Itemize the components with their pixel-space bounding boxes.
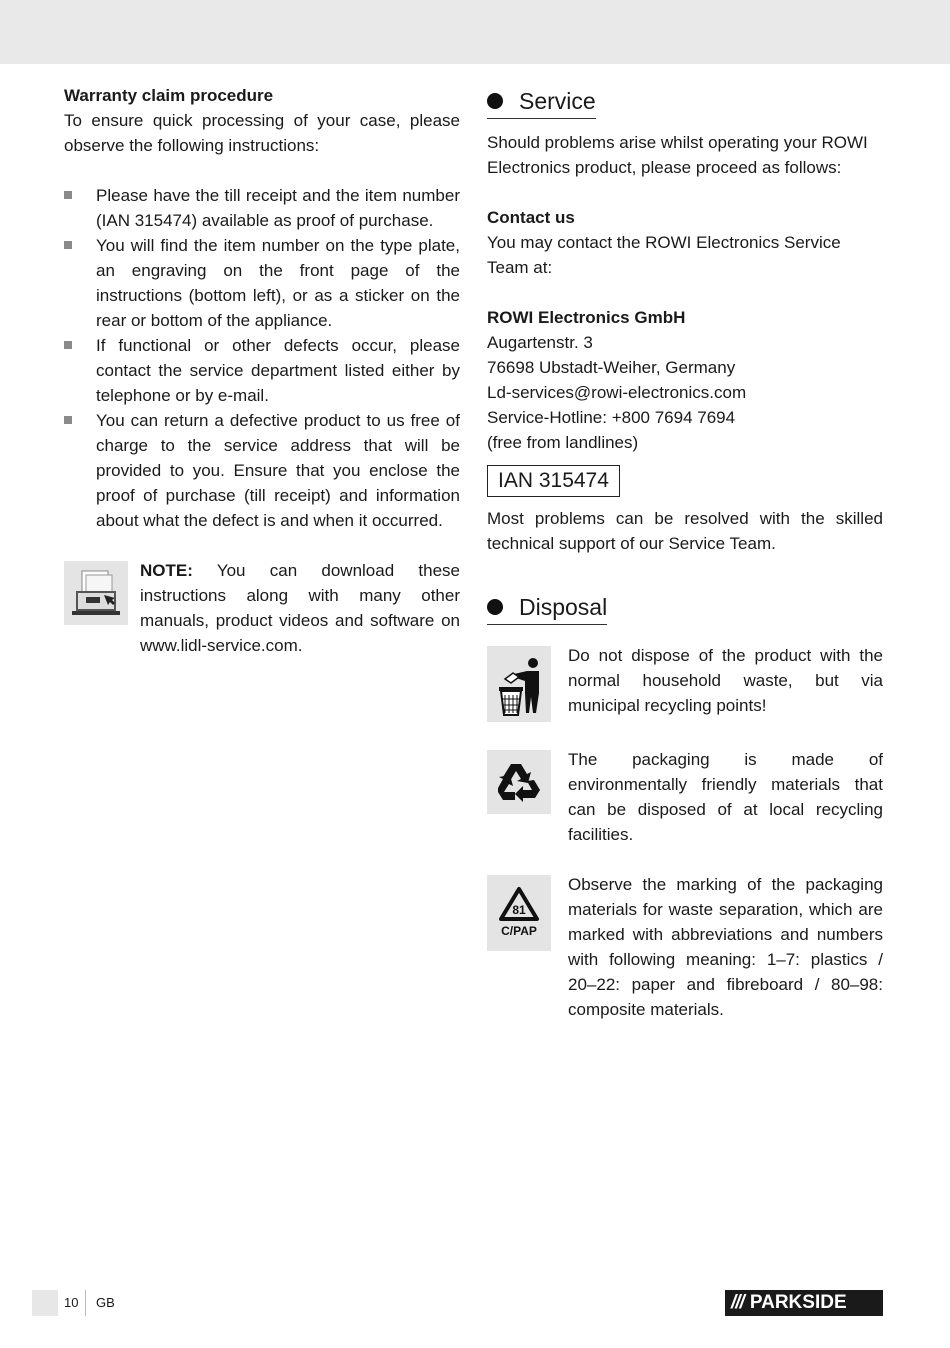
bullet-square-icon <box>64 341 72 349</box>
warranty-list <box>64 183 460 533</box>
parkside-logo <box>725 1290 883 1316</box>
language-code: GB <box>96 1295 115 1310</box>
note-label: NOTE: <box>140 561 193 580</box>
disposal-item <box>487 872 883 1022</box>
bullet-dot-icon <box>487 93 503 109</box>
disposal-item <box>487 747 883 847</box>
bullet-square-icon <box>64 191 72 199</box>
service-email: Ld-services@rowi-electronics.com <box>487 383 747 402</box>
list-item: You will find the item number on the type plate, an engraving on the front page of the instructions (bottom left), or as a sticker on the rear or bottom of the appliance. <box>64 233 460 333</box>
logo-slashes: /// <box>731 1292 744 1313</box>
disposal-text: The packaging is made of environmentally friendly materials that can be disposed of at local recycling facilities. <box>568 750 883 844</box>
ian-box: IAN 315474 <box>487 465 620 497</box>
address-street: Augartenstr. 3 <box>487 333 593 352</box>
footer-marker <box>32 1290 58 1316</box>
download-note <box>64 558 460 658</box>
right-column <box>487 85 883 1022</box>
disposal-title: Disposal <box>519 594 608 620</box>
warranty-heading: Warranty claim procedure <box>64 86 274 105</box>
disposal-item <box>487 643 883 722</box>
warranty-intro: To ensure quick processing of your case, please observe the following instructions: <box>64 111 460 155</box>
logo-text: PARKSIDE <box>749 1292 847 1313</box>
footer-divider <box>85 1290 86 1316</box>
disposal-text: Do not dispose of the product with the normal household waste, but via municipal recycling points! <box>568 646 883 715</box>
list-item: If functional or other defects occur, please contact the service department listed either by telephone or by e-mail. <box>64 333 460 408</box>
address-city: 76698 Ubstadt-Weiher, Germany <box>487 358 736 377</box>
list-item: Please have the till receipt and the item number (IAN 315474) available as proof of purchase. <box>64 183 460 233</box>
page-number: 10 <box>64 1295 79 1310</box>
hotline-note: (free from landlines) <box>487 433 639 452</box>
service-title: Service <box>519 88 596 114</box>
recycling-code-icon <box>487 875 551 951</box>
support-text: Most problems can be resolved with the skilled technical support of our Service Team. <box>487 509 883 553</box>
service-hotline: Service-Hotline: +800 7694 7694 <box>487 408 736 427</box>
service-intro: Should problems arise whilst operating your ROWI Electronics product, please proceed as follows: <box>487 133 868 177</box>
bullet-square-icon <box>64 241 72 249</box>
contact-heading: Contact us <box>487 208 575 227</box>
disposal-text: Observe the marking of the packaging materials for waste separation, which are marked with abbreviations and numbers with following meaning: 1–7: plastics / 20–22: paper and fibreboard / 80–98: composite materials. <box>568 875 883 1019</box>
code-number: 81 <box>512 903 526 917</box>
company-name: ROWI Electronics GmbH <box>487 308 686 327</box>
left-column <box>64 83 460 658</box>
crossed-bin-person-icon <box>487 646 551 722</box>
note-text: You can download these instructions along with many other manuals, product videos and software on www.lidl-service.com. <box>140 561 460 655</box>
bullet-square-icon <box>64 416 72 424</box>
disposal-heading <box>487 591 607 625</box>
header-bar <box>0 0 950 64</box>
service-heading <box>487 85 596 119</box>
list-item: You can return a defective product to us free of charge to the service address that will be provided to you. Ensure that you enclose the proof of purchase (till receipt) and information about what the defect is and when it occurred. <box>64 408 460 533</box>
code-label: C/PAP <box>501 924 537 938</box>
bullet-dot-icon <box>487 599 503 615</box>
laptop-manual-icon <box>64 561 128 625</box>
recycle-icon <box>487 750 551 814</box>
contact-text: You may contact the ROWI Electronics Service Team at: <box>487 233 841 277</box>
